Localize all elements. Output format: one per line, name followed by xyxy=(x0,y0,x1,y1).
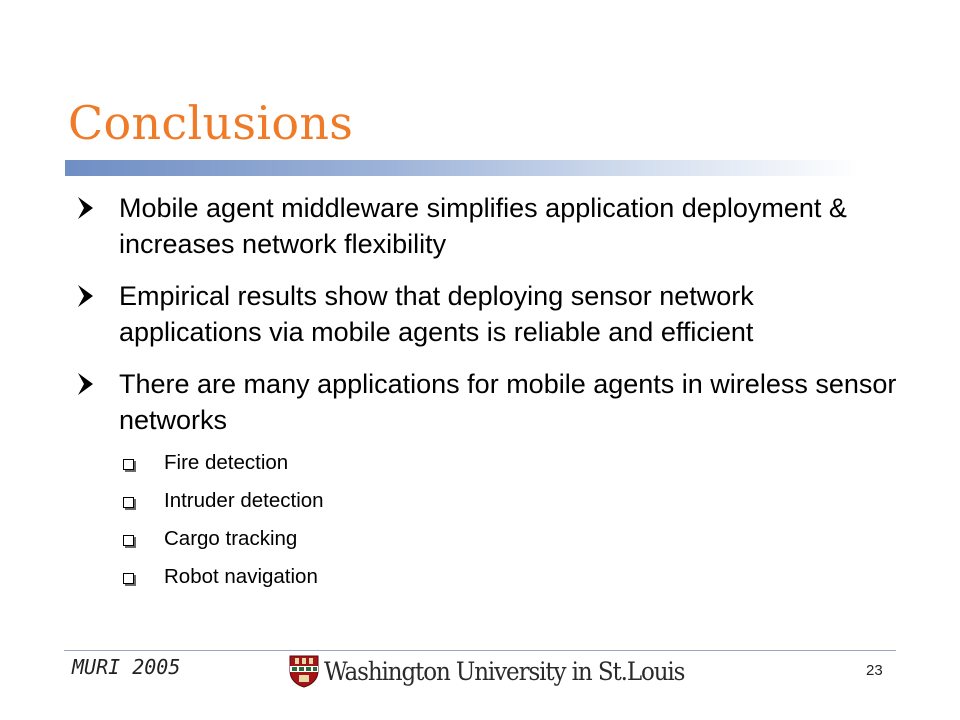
hollow-square-bullet-icon xyxy=(123,573,134,584)
page-number: 23 xyxy=(866,662,883,679)
sub-bullet-item xyxy=(119,444,902,482)
university-seal-icon xyxy=(287,654,321,688)
footer-divider xyxy=(64,650,896,651)
arrow-bullet-icon xyxy=(76,193,96,223)
sub-bullet-item xyxy=(119,558,902,596)
bullet-item xyxy=(72,190,902,262)
footer-event-label: MURI 2005 xyxy=(72,655,181,679)
sub-bullet-text: Robot navigation xyxy=(164,565,318,588)
hollow-square-bullet-icon xyxy=(123,497,134,508)
sub-bullet-item xyxy=(119,520,902,558)
sub-bullet-list xyxy=(119,444,902,596)
university-logo xyxy=(287,654,716,688)
slide-title: Conclusions xyxy=(68,96,354,150)
hollow-square-bullet-icon xyxy=(123,459,134,470)
hollow-square-bullet-icon xyxy=(123,535,134,546)
bullet-item xyxy=(72,278,902,350)
bullet-list xyxy=(72,190,902,612)
sub-bullet-text: Intruder detection xyxy=(164,489,324,512)
bullet-item xyxy=(72,366,902,596)
sub-bullet-item xyxy=(119,482,902,520)
bullet-text: Mobile agent middleware simplifies application deployment & increases network flexibility xyxy=(119,193,847,259)
sub-bullet-text: Fire detection xyxy=(164,451,289,474)
arrow-bullet-icon xyxy=(76,281,96,311)
bullet-text: Empirical results show that deploying sensor network applications via mobile agents is reliable and efficient xyxy=(119,281,754,347)
sub-bullet-text: Cargo tracking xyxy=(164,527,298,550)
title-underline-gradient xyxy=(65,160,860,176)
arrow-bullet-icon xyxy=(76,369,96,399)
university-name: Washington University in St.Louis xyxy=(324,656,685,686)
bullet-text: There are many applications for mobile agents in wireless sensor networks xyxy=(119,369,897,435)
